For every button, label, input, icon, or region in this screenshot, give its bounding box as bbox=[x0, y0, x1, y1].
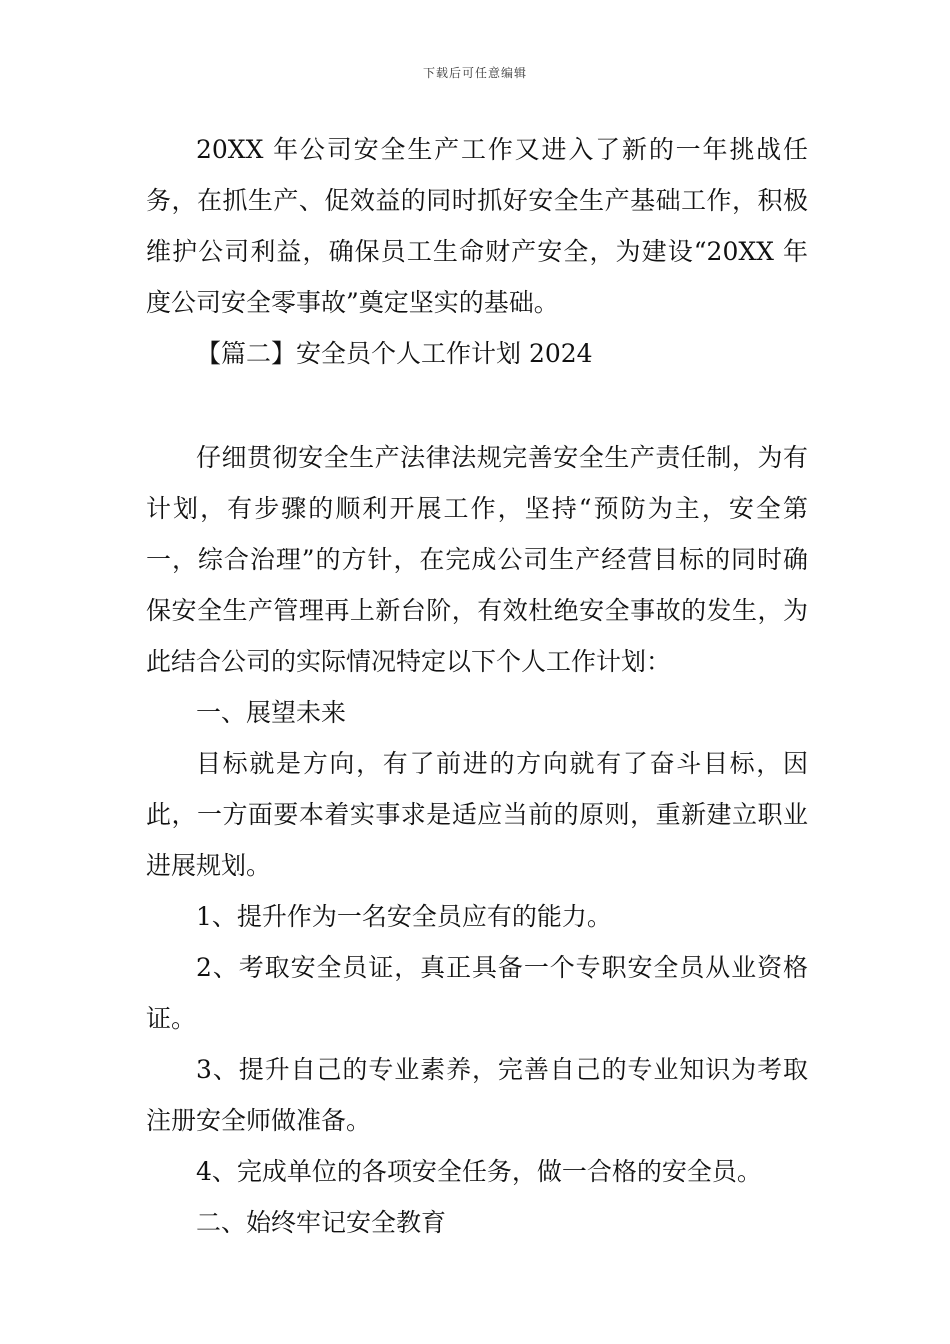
list-item: 1、提升作为一名安全员应有的能力。 bbox=[196, 902, 612, 931]
list-item: 2、考取安全员证，真正具备一个专职安全员从业资格证。 bbox=[146, 953, 808, 1033]
heading-safety-education: 二、始终牢记安全教育 bbox=[196, 1208, 447, 1237]
paragraph-plan-intro: 仔细贯彻安全生产法律法规完善安全生产责任制，为有计划，有步骤的顺利开展工作，坚持“预防为主，安全第一，综合治理”的方针，在完成公司生产经营目标的同时确保安全生产管理再上新台阶，有效杜绝安全事故的发生，为此结合公司的实际情况特定以下个人工作计划： bbox=[146, 443, 808, 676]
list-item: 3、提升自己的专业素养，完善自己的专业知识为考取注册安全师做准备。 bbox=[146, 1055, 808, 1135]
section-title: 【篇二】安全员个人工作计划 2024 bbox=[196, 339, 593, 368]
paragraph-intro: 20XX 年公司安全生产工作又进入了新的一年挑战任务，在抓生产、促效益的同时抓好安全生产基础工作，积极维护公司利益，确保员工生命财产安全，为建设“20XX 年度公司安全零事故”奠定坚实的基础。 bbox=[146, 135, 808, 317]
list-item: 4、完成单位的各项安全任务，做一合格的安全员。 bbox=[196, 1157, 762, 1186]
page-header: 下载后可任意编辑 bbox=[422, 66, 527, 80]
blank-line bbox=[146, 379, 808, 432]
heading-outlook: 一、展望未来 bbox=[196, 698, 347, 727]
paragraph-goal: 目标就是方向，有了前进的方向就有了奋斗目标，因此，一方面要本着实事求是适应当前的原则，重新建立职业进展规划。 bbox=[146, 749, 808, 880]
document-body bbox=[146, 124, 808, 1248]
